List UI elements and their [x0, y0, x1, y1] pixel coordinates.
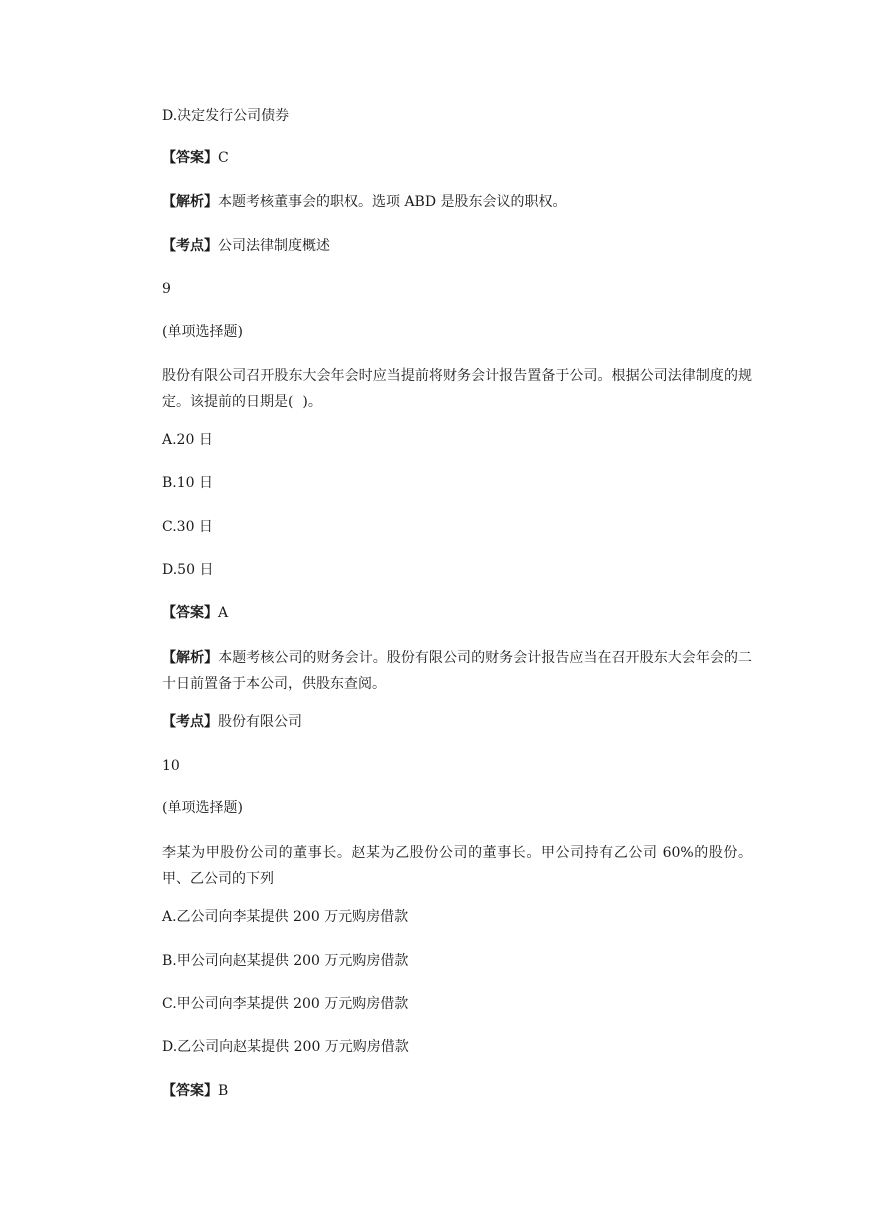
q9-option-c: C.30 日: [162, 519, 213, 535]
q9-point-tag: 【考点】: [162, 714, 218, 730]
q9-point: [162, 712, 302, 732]
q10-number: 10: [162, 758, 180, 774]
q10-stem: 李某为甲股份公司的董事长。赵某为乙股份公司的董事长。甲公司持有乙公司 60%的股份。甲、乙公司的下列: [162, 845, 752, 887]
q9-analysis-tag: 【解析】: [162, 650, 219, 666]
q9-answer: [162, 603, 228, 623]
q8-point-tag: 【考点】: [162, 238, 218, 254]
q8-analysis-tag: 【解析】: [162, 194, 218, 210]
q10-answer-tag: 【答案】: [162, 1083, 218, 1099]
q8-point-text: 公司法律制度概述: [218, 238, 330, 254]
q9-analysis: [162, 645, 752, 697]
q8-answer: [162, 148, 229, 168]
q10-answer: [162, 1081, 228, 1101]
q9-analysis-text: 本题考核公司的财务会计。股份有限公司的财务会计报告应当在召开股东大会年会的二十日前置备于本公司，供股东查阅。: [162, 650, 753, 692]
q10-type: (单项选择题): [162, 800, 243, 816]
q9-option-d: D.50 日: [162, 562, 214, 578]
q8-point: [162, 236, 330, 256]
q9-option-a: A.20 日: [162, 432, 213, 448]
q8-answer-value: C: [218, 150, 229, 166]
q8-analysis-text: 本题考核董事会的职权。选项 ABD 是股东会议的职权。: [218, 194, 567, 210]
q9-option-b: B.10 日: [162, 475, 214, 491]
q9-stem: 股份有限公司召开股东大会年会时应当提前将财务会计报告置备于公司。根据公司法律制度的规定。该提前的日期是( )。: [162, 368, 752, 410]
q10-option-d: D.乙公司向赵某提供 200 万元购房借款: [162, 1039, 409, 1055]
q10-option-a: A.乙公司向李某提供 200 万元购房借款: [162, 909, 409, 925]
q9-type: (单项选择题): [162, 324, 243, 340]
q9-point-text: 股份有限公司: [218, 714, 302, 730]
q10-answer-value: B: [218, 1083, 229, 1099]
q10-option-b: B.甲公司向赵某提供 200 万元购房借款: [162, 953, 409, 969]
q9-answer-value: A: [218, 605, 229, 621]
q9-number: 9: [162, 281, 171, 297]
q8-analysis: [162, 192, 567, 212]
q9-answer-tag: 【答案】: [162, 605, 218, 621]
q8-answer-tag: 【答案】: [162, 150, 218, 166]
q10-option-c: C.甲公司向李某提供 200 万元购房借款: [162, 996, 409, 1012]
q8-option-d: D.决定发行公司债券: [162, 108, 290, 124]
